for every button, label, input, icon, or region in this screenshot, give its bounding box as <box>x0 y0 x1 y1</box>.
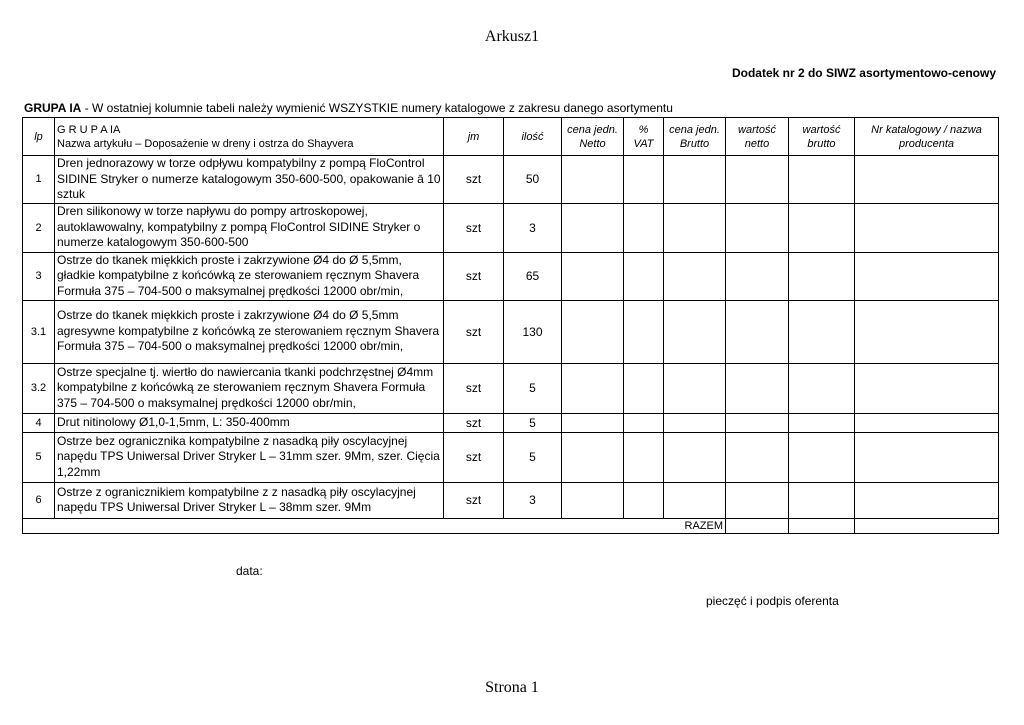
row-lp: 2 <box>23 203 55 252</box>
cell-catalog[interactable] <box>855 300 999 363</box>
cell-value-net[interactable] <box>726 300 789 363</box>
col-header-catalog-l2: producenta <box>898 137 955 150</box>
row-qty: 5 <box>504 363 562 413</box>
row-name: Dren jednorazowy w torze odpływu kompatybilny z pompą FloControl SIDINE Stryker o numerze katalogowym 350-600-500, opakowanie ā 10 sztuk <box>55 156 444 204</box>
col-header-value-net-l2: netto <box>744 137 770 150</box>
cell-unit-gross[interactable] <box>664 482 726 518</box>
col-header-unit-net-l2: Netto <box>579 137 606 150</box>
cell-unit-net[interactable] <box>562 482 624 518</box>
cell-catalog[interactable] <box>855 413 999 432</box>
row-qty: 65 <box>504 252 562 300</box>
cell-unit-gross[interactable] <box>664 300 726 363</box>
cell-unit-gross[interactable] <box>664 203 726 252</box>
cell-unit-net[interactable] <box>562 156 624 204</box>
table-row <box>23 363 999 413</box>
cell-vat[interactable] <box>624 203 664 252</box>
cell-unit-net[interactable] <box>562 413 624 432</box>
cell-value-gross[interactable] <box>789 413 855 432</box>
row-jm: szt <box>444 432 504 482</box>
cell-value-net[interactable] <box>726 203 789 252</box>
table-row <box>23 482 999 518</box>
cell-value-net[interactable] <box>726 363 789 413</box>
cell-catalog[interactable] <box>855 203 999 252</box>
col-header-value-gross-l2: brutto <box>807 137 836 150</box>
row-qty: 3 <box>504 482 562 518</box>
group-header-bold: GRUPA IA <box>24 101 82 115</box>
cell-value-net[interactable] <box>726 482 789 518</box>
row-lp: 6 <box>23 482 55 518</box>
row-jm: szt <box>444 413 504 432</box>
row-lp: 4 <box>23 413 55 432</box>
table-row <box>23 300 999 363</box>
col-header-name <box>55 118 444 156</box>
col-header-vat-l2: VAT <box>633 137 654 150</box>
col-header-jm: jm <box>444 118 504 156</box>
col-header-value-net-l1: wartość <box>738 123 776 136</box>
row-jm: szt <box>444 203 504 252</box>
total-value-net[interactable] <box>726 518 789 533</box>
row-lp: 5 <box>23 432 55 482</box>
total-catalog-blank <box>855 518 999 533</box>
col-header-vat <box>624 118 664 156</box>
col-header-lp: lp <box>23 118 55 156</box>
col-header-unit-gross-l2: Brutto <box>679 137 710 150</box>
row-jm: szt <box>444 482 504 518</box>
cell-value-net[interactable] <box>726 432 789 482</box>
row-name: Drut nitinolowy Ø1,0-1,5mm, L: 350-400mm <box>55 413 444 432</box>
table-row <box>23 252 999 300</box>
cell-unit-gross[interactable] <box>664 363 726 413</box>
row-name: Dren silikonowy w torze napływu do pompy artroskopowej, autoklawowalny, kompatybilny z pompą FloControl SIDINE Stryker o numerze katalogowym 350-600-500 <box>55 203 444 252</box>
cell-value-net[interactable] <box>726 252 789 300</box>
cell-value-gross[interactable] <box>789 203 855 252</box>
row-lp: 3 <box>23 252 55 300</box>
row-name: Ostrze specjalne tj. wiertło do nawiercania tkanki podchrzęstnej Ø4mm kompatybilne z końcówką ze sterowaniem ręcznym Shavera Formuła 375 – 704-500 o maksymalnej prędkości 12000 obr/min, <box>55 363 444 413</box>
razem-label: RAZEM <box>23 518 726 533</box>
cell-vat[interactable] <box>624 413 664 432</box>
row-jm: szt <box>444 156 504 204</box>
col-header-catalog-l1: Nr katalogowy / nazwa <box>871 123 982 136</box>
cell-unit-gross[interactable] <box>664 432 726 482</box>
cell-catalog[interactable] <box>855 482 999 518</box>
cell-value-gross[interactable] <box>789 432 855 482</box>
totals-row <box>23 518 999 533</box>
page-footer: Strona 1 <box>485 679 539 696</box>
sheet-title: Arkusz1 <box>484 28 540 45</box>
col-header-unit-gross <box>664 118 726 156</box>
col-header-vat-l1: % <box>638 123 649 136</box>
col-header-unit-net <box>562 118 624 156</box>
col-header-unit-net-l1: cena jedn. <box>567 123 618 136</box>
cell-value-gross[interactable] <box>789 482 855 518</box>
row-qty: 5 <box>504 413 562 432</box>
cell-unit-net[interactable] <box>562 300 624 363</box>
row-jm: szt <box>444 300 504 363</box>
row-qty: 3 <box>504 203 562 252</box>
cell-unit-net[interactable] <box>562 363 624 413</box>
signature-label: pieczęć i podpis oferenta <box>706 594 839 608</box>
row-name: Ostrze bez ogranicznika kompatybilne z nasadką piły oscylacyjnej napędu TPS Uniwersal Driver Stryker L – 31mm szer. 9Mm, szer. Cięcia 1,22mm <box>55 432 444 482</box>
col-header-group: G R U P A IA <box>57 123 121 136</box>
total-value-gross[interactable] <box>789 518 855 533</box>
cell-value-gross[interactable] <box>789 300 855 363</box>
cell-unit-gross[interactable] <box>664 156 726 204</box>
table-row <box>23 432 999 482</box>
cell-vat[interactable] <box>624 363 664 413</box>
cell-value-gross[interactable] <box>789 156 855 204</box>
col-header-catalog <box>855 118 999 156</box>
col-header-value-gross <box>789 118 855 156</box>
row-jm: szt <box>444 252 504 300</box>
table-header-row <box>23 118 999 156</box>
cell-value-net[interactable] <box>726 413 789 432</box>
row-name: Ostrze z ogranicznikiem kompatybilne z z nasadką piły oscylacyjnej napędu TPS Uniwersal Driver Stryker L – 38mm szer. 9Mm <box>55 482 444 518</box>
cell-catalog[interactable] <box>855 252 999 300</box>
group-header-instruction: - W ostatniej kolumnie tabeli należy wymienić WSZYSTKIE numery katalogowe z zakresu danego asortymentu <box>81 101 673 115</box>
cell-value-net[interactable] <box>726 156 789 204</box>
col-header-qty: ilość <box>504 118 562 156</box>
row-lp: 3.2 <box>23 363 55 413</box>
cell-vat[interactable] <box>624 252 664 300</box>
cell-value-gross[interactable] <box>789 252 855 300</box>
cell-catalog[interactable] <box>855 363 999 413</box>
cell-catalog[interactable] <box>855 156 999 204</box>
cell-unit-net[interactable] <box>562 432 624 482</box>
cell-catalog[interactable] <box>855 432 999 482</box>
row-qty: 5 <box>504 432 562 482</box>
col-header-value-net <box>726 118 789 156</box>
cell-value-gross[interactable] <box>789 363 855 413</box>
col-header-unit-gross-l1: cena jedn. <box>669 123 720 136</box>
row-jm: szt <box>444 363 504 413</box>
cell-unit-net[interactable] <box>562 203 624 252</box>
cell-unit-gross[interactable] <box>664 413 726 432</box>
row-qty: 50 <box>504 156 562 204</box>
row-lp: 3.1 <box>23 300 55 363</box>
row-lp: 1 <box>23 156 55 204</box>
document-subtitle: Dodatek nr 2 do SIWZ asortymentowo-cenowy <box>731 66 996 80</box>
cell-unit-gross[interactable] <box>664 252 726 300</box>
col-header-value-gross-l1: wartość <box>802 123 841 136</box>
cell-vat[interactable] <box>624 482 664 518</box>
table-row <box>23 156 999 204</box>
group-header <box>24 101 673 115</box>
date-label: data: <box>236 564 263 578</box>
col-header-article: Nazwa artykułu – Doposażenie w dreny i ostrza do Shayvera <box>57 137 354 150</box>
cell-unit-net[interactable] <box>562 252 624 300</box>
cell-vat[interactable] <box>624 156 664 204</box>
table-row <box>23 413 999 432</box>
row-name: Ostrze do tkanek miękkich proste i zakrzywione Ø4 do Ø 5,5mm, gładkie kompatybilne z końcówką ze sterowaniem ręcznym Shavera Formuła 375 – 704-500 o maksymalnej prędkości 12000 obr/min, <box>55 252 444 300</box>
table-row <box>23 203 999 252</box>
price-table <box>22 117 999 534</box>
row-qty: 130 <box>504 300 562 363</box>
row-name: Ostrze do tkanek miękkich proste i zakrzywione Ø4 do Ø 5,5mm agresywne kompatybilne z końcówką ze sterowaniem ręcznym Shavera Formuła 375 – 704-500 o maksymalnej prędkości 12000 obr/min, <box>55 300 444 363</box>
cell-vat[interactable] <box>624 300 664 363</box>
cell-vat[interactable] <box>624 432 664 482</box>
